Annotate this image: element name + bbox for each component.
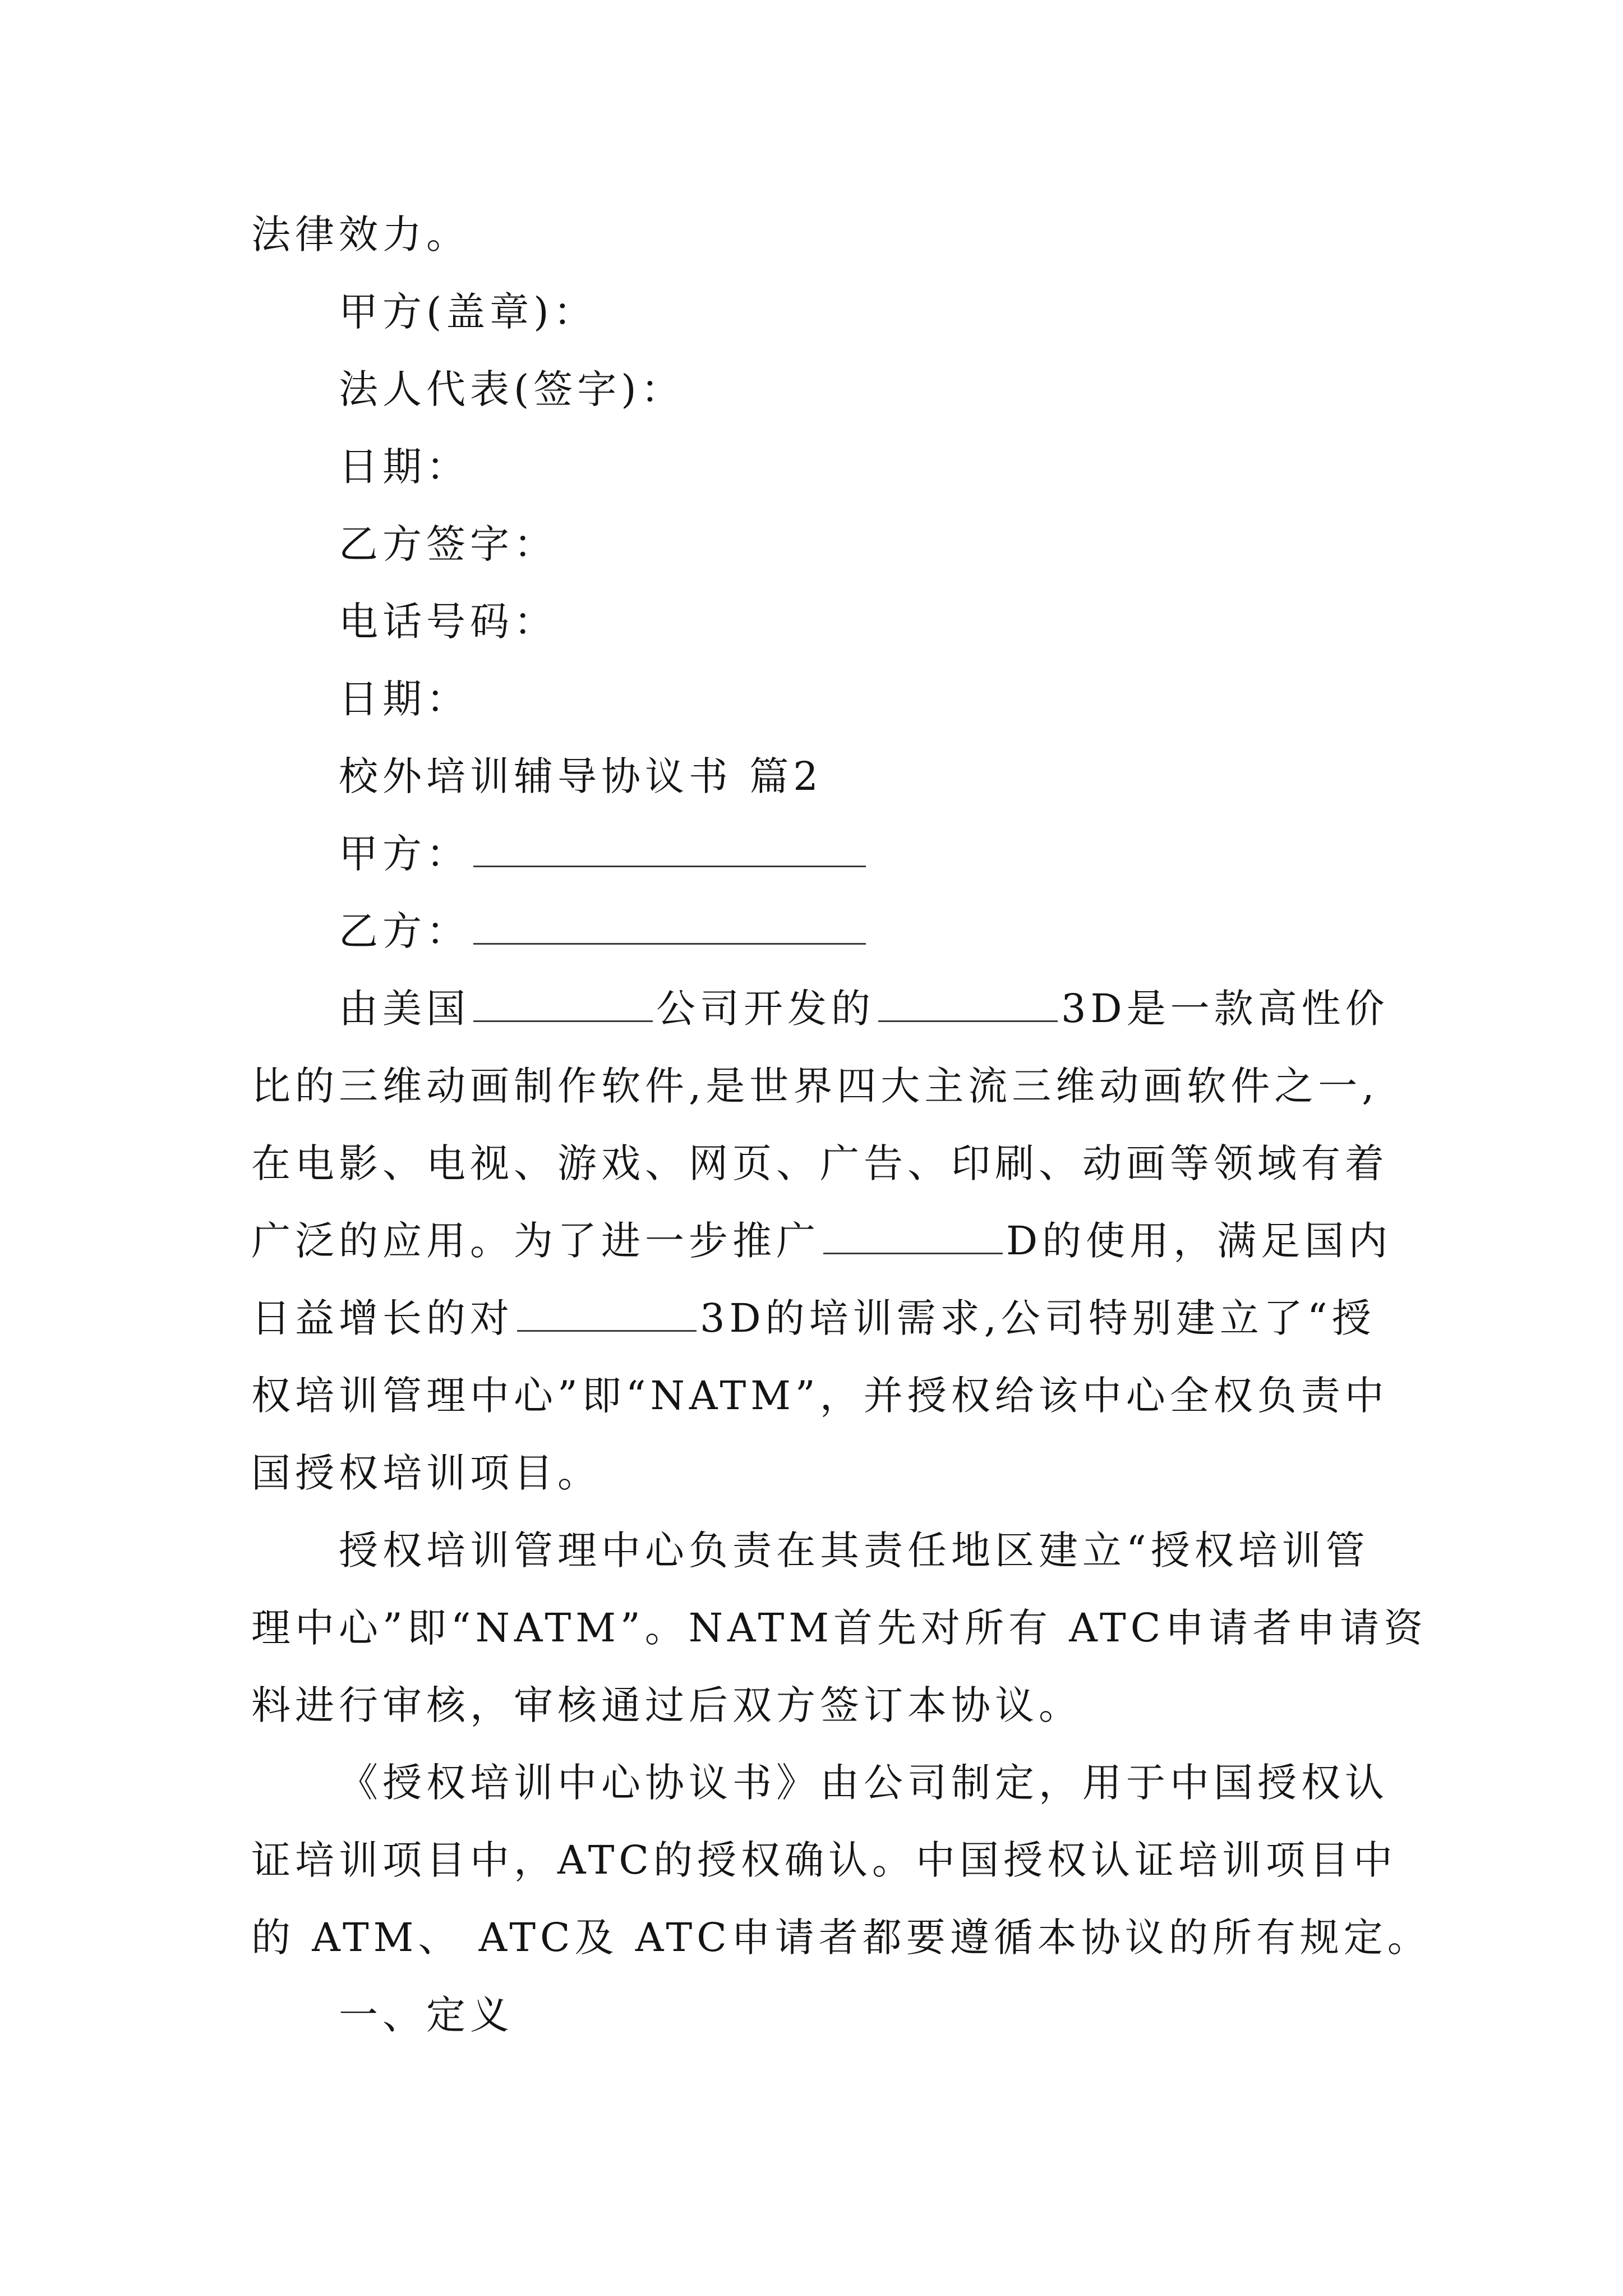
blank-field xyxy=(878,986,1058,1022)
blank-field xyxy=(517,1295,697,1332)
line-text: 的 ATM、 ATC及 ATC申请者都要遵循本协议的所有规定。 xyxy=(251,1915,1431,1961)
paragraph-line xyxy=(251,1059,1379,1113)
blank-field xyxy=(473,831,866,867)
blank-field xyxy=(473,908,866,945)
legal-rep-signature-line xyxy=(339,362,685,416)
paragraph-line xyxy=(251,1291,1376,1345)
line-text: 证培训项目中，ATC的授权确认。中国授权认证培训项目中 xyxy=(251,1837,1397,1883)
line-text: 理中心”即“NATM”。NATM首先对所有 ATC申请者申请资 xyxy=(251,1605,1428,1651)
section-title xyxy=(339,749,823,803)
line-text: 日期： xyxy=(339,676,470,722)
line-text: 料进行审核，审核通过后双方签订本协议。 xyxy=(251,1682,1082,1728)
line-text: 乙方： xyxy=(339,908,470,954)
line-text: 国授权培训项目。 xyxy=(251,1450,601,1496)
line-text: 3D是一款高性价 xyxy=(1061,986,1389,1032)
line-text: 在电影、电视、游戏、网页、广告、印刷、动画等领域有着 xyxy=(251,1140,1389,1186)
paragraph-line xyxy=(251,1369,1389,1423)
party-b-line xyxy=(339,904,869,958)
party-b-signature-line xyxy=(339,517,557,571)
paragraph-line xyxy=(339,1524,1370,1577)
line-text: 法人代表(签字)： xyxy=(339,366,685,412)
line-text: 《授权培训中心协议书》由公司制定，用于中国授权认 xyxy=(339,1760,1389,1806)
paragraph-line xyxy=(251,1137,1389,1190)
line-text: 广泛的应用。为了进一步推广 xyxy=(251,1218,820,1264)
line-text: 电话号码： xyxy=(339,599,557,645)
line-text: 权培训管理中心”即“NATM”，并授权给该中心全权负责中 xyxy=(251,1373,1389,1419)
line-text: 一、定义 xyxy=(339,1992,514,2038)
line-text: 乙方签字： xyxy=(339,521,557,567)
line-text: 3D的培训需求,公司特别建立了“授 xyxy=(700,1295,1376,1341)
paragraph-line xyxy=(251,1601,1427,1655)
section-heading xyxy=(339,1988,514,2042)
line-text: 日期： xyxy=(339,444,470,490)
line-text: 日益增长的对 xyxy=(251,1295,514,1341)
line-text: 甲方： xyxy=(339,831,470,877)
paragraph-line xyxy=(339,1756,1389,1810)
blank-field xyxy=(823,1218,1003,1254)
line-text: 甲方(盖章)： xyxy=(339,289,597,335)
paragraph-line xyxy=(251,1911,1431,1964)
line-text: 公司开发的 xyxy=(656,986,875,1032)
blank-field xyxy=(473,986,653,1022)
paragraph-line xyxy=(251,1446,601,1500)
date-line xyxy=(339,672,470,726)
paragraph-line xyxy=(251,1833,1397,1887)
paragraph-line xyxy=(251,1678,1082,1732)
party-a-seal-line xyxy=(339,285,597,339)
line-text: D的使用，满足国内 xyxy=(1006,1218,1393,1264)
line-text: 校外培训辅导协议书 篇2 xyxy=(339,753,823,799)
paragraph-line xyxy=(339,982,1389,1036)
party-a-line xyxy=(339,827,869,881)
date-line xyxy=(339,440,470,494)
line-text: 比的三维动画制作软件,是世界四大主流三维动画软件之一, xyxy=(251,1063,1379,1109)
line-text: 法律效力。 xyxy=(251,211,470,257)
paragraph-line xyxy=(251,1214,1392,1268)
text-line xyxy=(251,208,470,261)
line-text: 由美国 xyxy=(339,986,470,1032)
phone-line xyxy=(339,595,557,648)
line-text: 授权培训管理中心负责在其责任地区建立“授权培训管 xyxy=(339,1527,1370,1573)
